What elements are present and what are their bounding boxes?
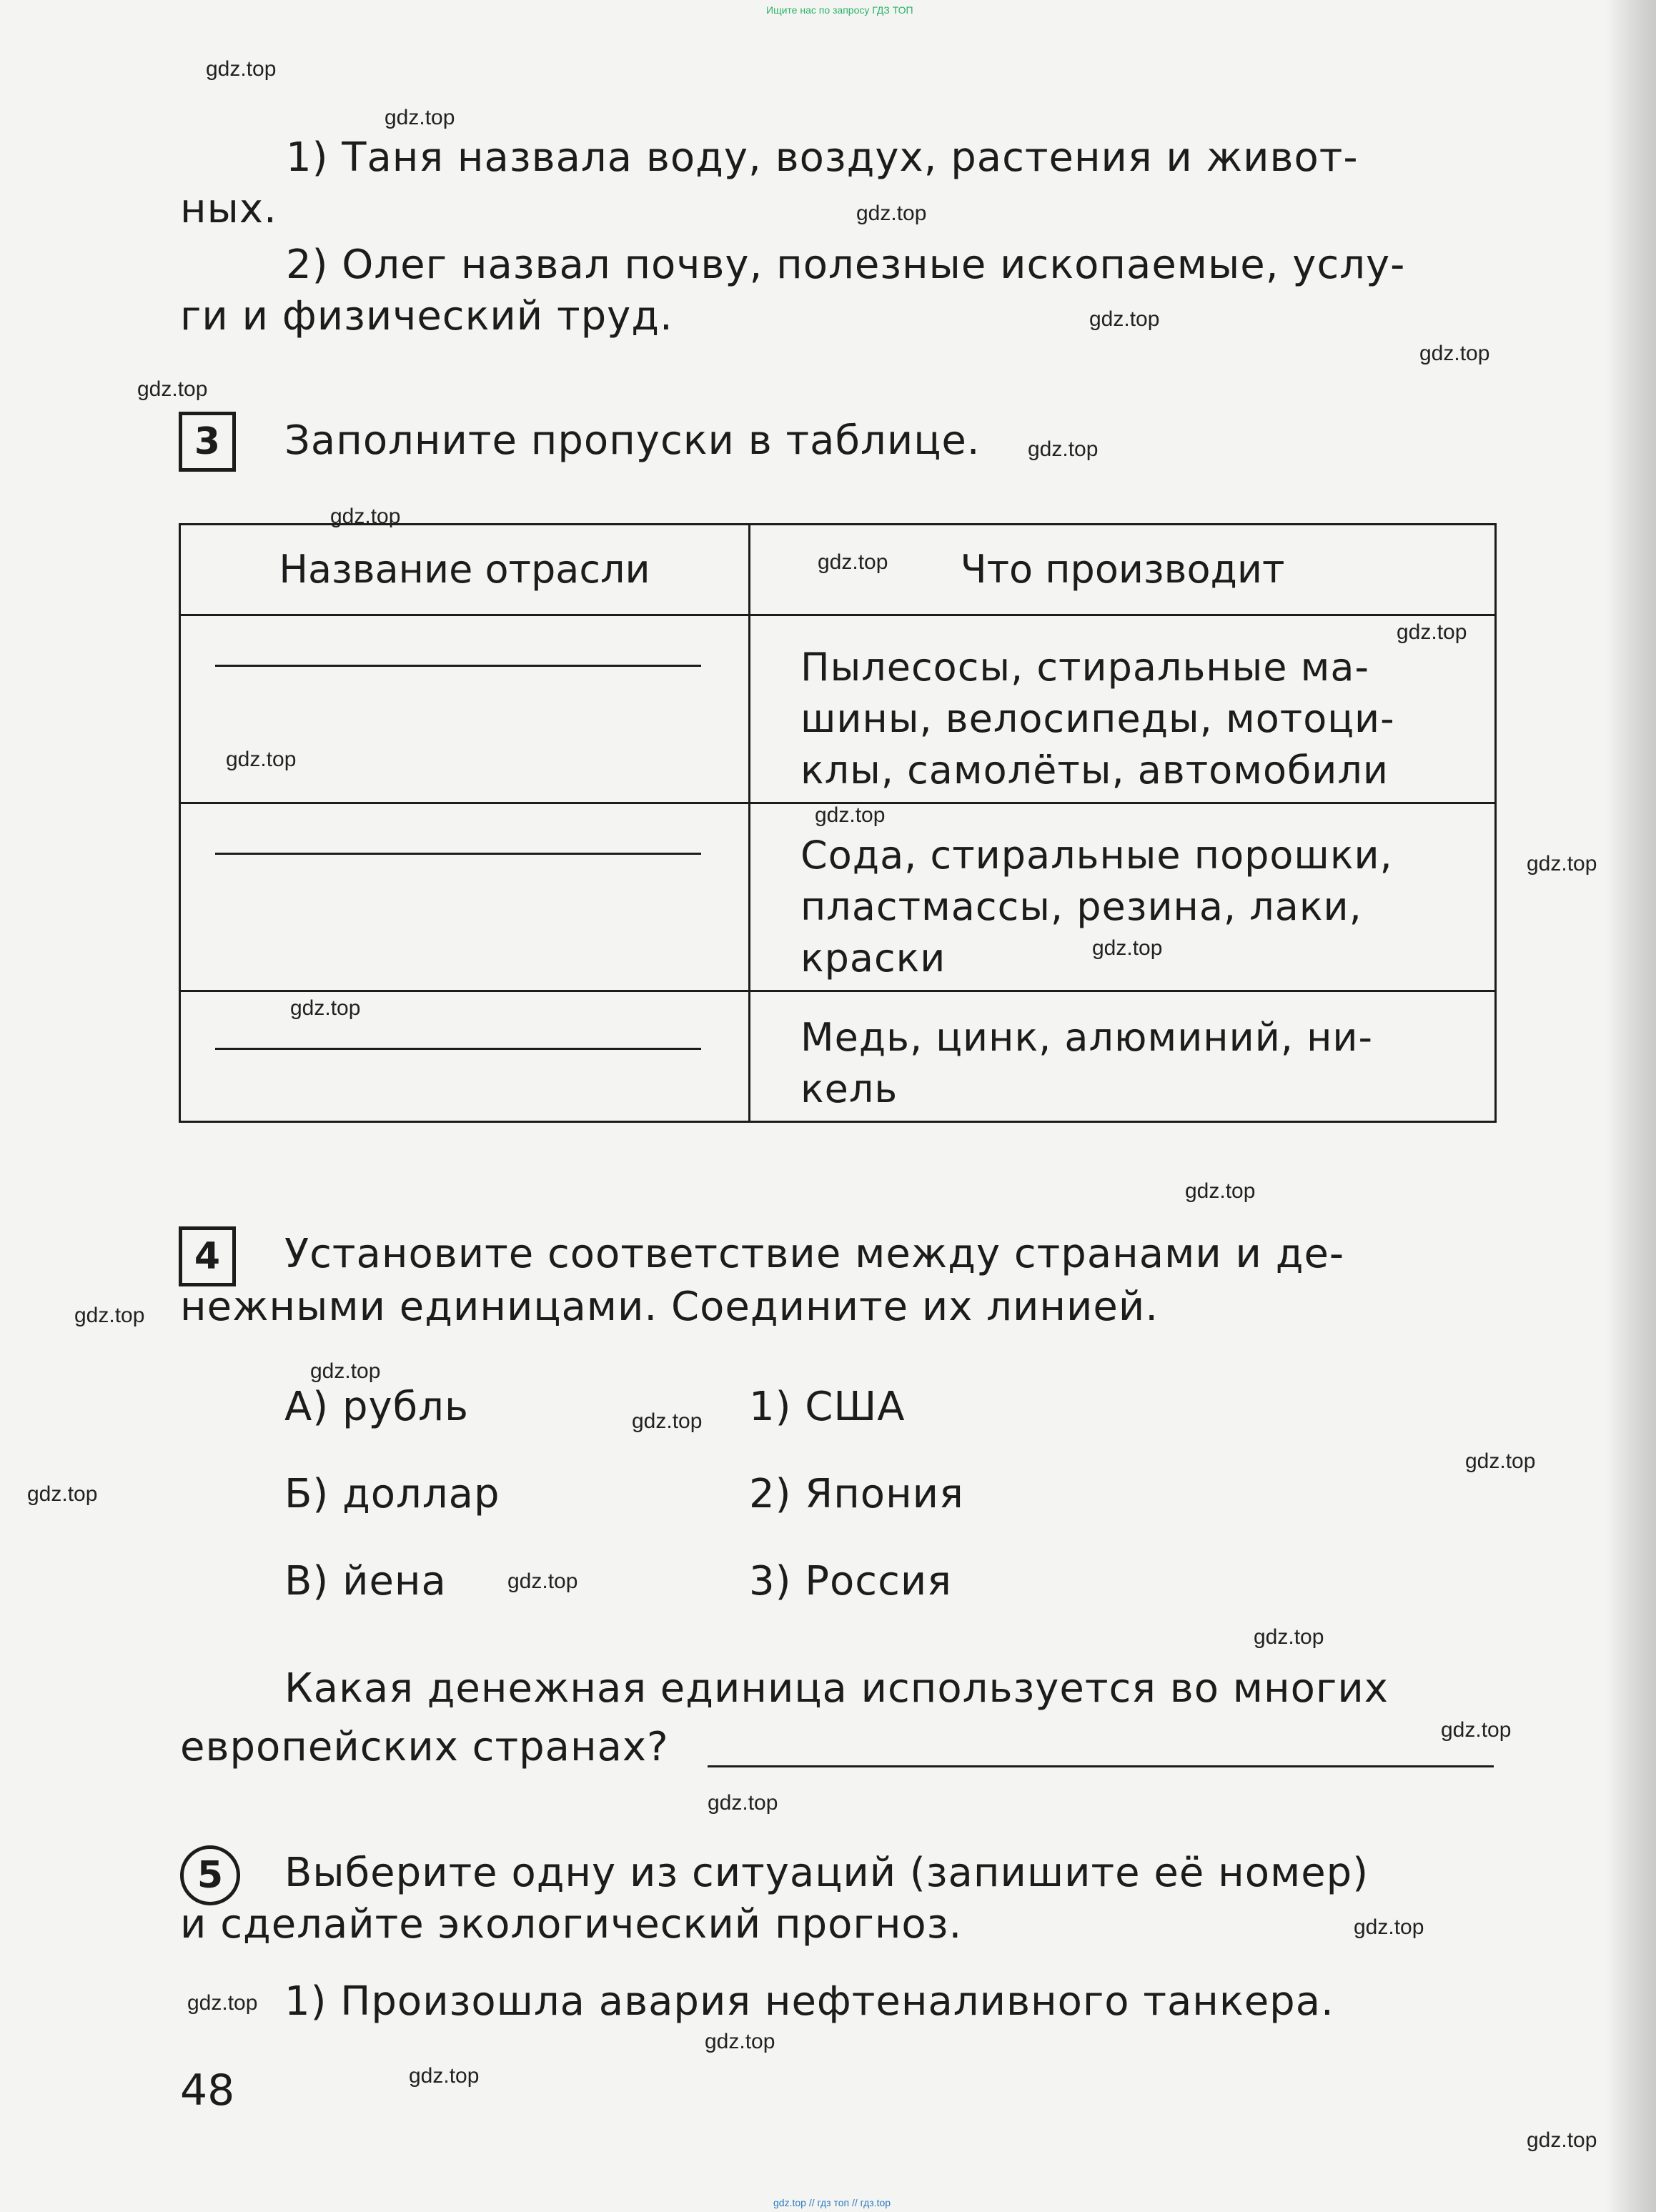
intro-line-1: 1) Таня назвала воду, воздух, растения и живот- [286,134,1359,181]
answer-line[interactable] [215,1048,701,1050]
header-produces: Что производит [750,525,1496,615]
task3-number-box: 3 [179,412,236,472]
answer-line[interactable] [215,665,701,667]
watermark: gdz.top [385,106,455,129]
watermark: gdz.top [74,1304,145,1327]
task5-item-1: 1) Произошла авария нефтеналивного танкера. [284,1978,1334,2025]
watermark: gdz.top [856,202,927,225]
top-note: Ищите нас по запросу ГДЗ ТОП [766,4,913,16]
bottom-note: gdz.top // гдз топ // гдз.top [773,2197,891,2208]
watermark: gdz.top [187,1991,258,2015]
watermark: gdz.top [1419,342,1490,365]
task5-line-2: и сделайте экологический прогноз. [180,1901,963,1948]
task4-line-2: нежными единицами. Соедините их линией. [180,1284,1159,1330]
currency-rouble[interactable]: А) рубль [284,1384,469,1430]
watermark: gdz.top [310,1359,381,1383]
watermark: gdz.top [1185,1179,1256,1203]
task5-line-1: Выберите одну из ситуаций (запишите её номер) [284,1850,1369,1896]
watermark: gdz.top [137,377,208,401]
country-japan[interactable]: 2) Япония [749,1471,964,1517]
table-row-3-products: Медь, цинк, алюминий, ни- кель [750,991,1496,1122]
watermark: gdz.top [1354,1915,1424,1939]
task4-number-box: 4 [179,1226,236,1286]
country-usa[interactable]: 1) США [749,1384,906,1430]
watermark: gdz.top [1527,852,1597,876]
watermark: gdz.top [507,1569,578,1593]
watermark: gdz.top [1089,307,1160,331]
watermark: gdz.top [1254,1625,1324,1649]
watermark: gdz.top [1397,620,1467,644]
table-row-2-products: Сода, стиральные порошки, пластмассы, резина, лаки, краски [750,803,1496,991]
watermark: gdz.top [1441,1718,1512,1742]
watermark: gdz.top [409,2064,480,2088]
watermark: gdz.top [1465,1449,1536,1473]
task4-line-1: Установите соответствие между странами и де- [284,1231,1345,1277]
page-edge-shadow [1606,0,1656,2212]
answer-line[interactable] [215,853,701,855]
watermark: gdz.top [705,2030,775,2053]
currency-dollar[interactable]: Б) доллар [284,1471,500,1517]
task5-number-circle: 5 [180,1845,240,1905]
header-industry: Название отрасли [180,525,750,615]
task4-question-1: Какая денежная единица используется во многих [284,1665,1389,1712]
intro-line-4: ги и физический труд. [180,293,673,339]
watermark: gdz.top [1028,437,1099,461]
watermark: gdz.top [818,550,888,574]
watermark: gdz.top [815,803,886,827]
watermark: gdz.top [1527,2128,1597,2152]
country-russia[interactable]: 3) Россия [749,1558,952,1605]
currency-yen[interactable]: В) йена [284,1558,447,1605]
table-row-2-blank[interactable] [180,803,750,991]
task3-instruction: Заполните пропуски в таблице. [284,417,981,464]
table-row-1-blank[interactable] [180,615,750,803]
watermark: gdz.top [1092,936,1163,960]
watermark: gdz.top [632,1409,703,1433]
task4-question-2: европейских странах? [180,1724,669,1770]
watermark: gdz.top [206,57,277,81]
page-number: 48 [180,2065,235,2116]
table-row-3-blank[interactable] [180,991,750,1122]
watermark: gdz.top [330,505,401,528]
watermark: gdz.top [290,996,361,1020]
watermark: gdz.top [27,1482,98,1506]
intro-line-2: ных. [180,186,277,232]
watermark: gdz.top [708,1791,778,1815]
watermark: gdz.top [226,748,297,771]
answer-line-currency[interactable] [708,1765,1494,1767]
intro-line-3: 2) Олег назвал почву, полезные ископаемые, услу- [286,242,1406,288]
table-row-1-products: Пылесосы, стиральные ма- шины, велосипеды, мотоци- клы, самолёты, автомобили [750,615,1496,803]
